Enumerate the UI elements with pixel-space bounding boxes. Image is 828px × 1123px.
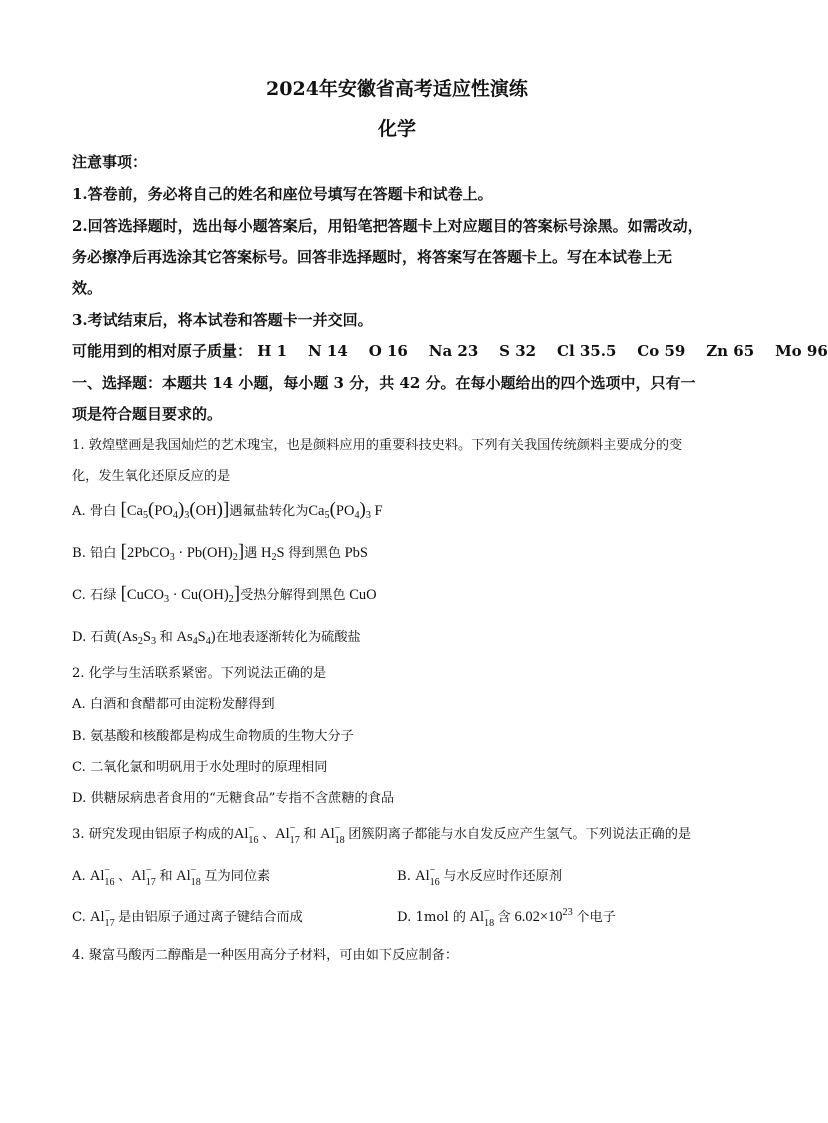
bone-white-formula: $[Ca_5(PO_4)_3(OH)]$ — [120, 499, 230, 521]
electron-count: $6.02\times 10^{23}$ — [510, 907, 573, 925]
q3-option-b-text: 与水反应时作还原剂 — [443, 869, 562, 884]
atomic-mass-cl: Cl 35.5 — [557, 342, 617, 360]
q3-option-a — [72, 865, 271, 888]
q1-option-c-label: C. 石绿 — [72, 588, 117, 603]
section-1-heading-line-2: 项是符合题目要求的。 — [72, 405, 223, 423]
q3-option-c-label: C. — [72, 910, 86, 925]
q3-option-c-text: 是由铝原子通过离子键结合而成 — [118, 910, 303, 925]
q1-option-b — [72, 542, 368, 562]
q1-option-a-text: 遇氟盐转化为 — [229, 504, 309, 519]
q3-a-al18: Al − 18 — [172, 865, 201, 888]
atomic-mass-h: H 1 — [257, 342, 288, 360]
q2-option-b: B. 氨基酸和核酸都是构成生命物质的生物大分子 — [72, 729, 354, 744]
q2-stem: 2. 化学与生活联系紧密。下列说法正确的是 — [72, 666, 327, 681]
malachite-formula: [CuCO$_3$ · $Cu(OH)_2$] — [120, 583, 241, 605]
q3-option-d-mid: 含 — [497, 910, 511, 925]
q3-option-d — [397, 906, 616, 929]
subject-title: 化学 — [377, 118, 416, 140]
q3-stem-sep: 、 — [261, 827, 276, 842]
al17-ion: Al − 17 — [275, 823, 300, 846]
notice-item-2-line-1: 2.回答选择题时，选出每小题答案后，用铅笔把答题卡上对应题目的答案标号涂黑。如需改动， — [72, 217, 703, 235]
h2s-formula: $H_2S$ — [257, 545, 289, 563]
cuo-formula: CuO — [345, 587, 377, 603]
pbs-formula: PbS — [340, 545, 368, 561]
q3-a-al16: Al − 16 — [89, 865, 115, 888]
lead-white-formula: [2PbCO$_3$ · $Pb(OH)_2$] — [120, 541, 245, 563]
q1-option-a-label: A. 骨白 — [72, 504, 117, 519]
q3-option-a-sep: 、 — [118, 869, 132, 884]
q3-stem-and: 和 — [303, 827, 317, 842]
q1-stem-line-2: 化，发生氧化还原反应的是 — [72, 469, 231, 484]
notice-item-3: 3.考试结束后，将本试卷和答题卡一并交回。 — [72, 311, 373, 329]
q3-option-c — [72, 906, 303, 929]
al18-ion: Al − 18 — [316, 823, 345, 846]
q1-option-d — [72, 626, 361, 646]
q1-option-d-and: 和 — [159, 630, 173, 645]
q3-option-d-text: 个电子 — [576, 910, 616, 925]
q2-option-c: C. 二氧化氯和明矾用于水处理时的原理相同 — [72, 760, 328, 775]
notice-heading: 注意事项： — [72, 153, 148, 171]
atomic-mass-o: O 16 — [368, 342, 408, 360]
fluorapatite-formula: $Ca_5(PO_4)_3$ F — [308, 499, 383, 521]
q1-option-b-label: B. 铅白 — [72, 546, 117, 561]
al16-ion: Al − 16 — [233, 823, 259, 846]
q3-stem — [72, 823, 692, 846]
q1-option-a — [72, 500, 383, 520]
q1-option-d-text: 在地表逐渐转化为硫酸盐 — [215, 630, 361, 645]
q3-stem-pre: 3. 研究发现由铝原子构成的 — [72, 827, 234, 842]
section-1-heading-line-1: 一、选择题：本题共 14 小题，每小题 3 分，共 42 分。在每小题给出的四个选项中，只有一 — [72, 374, 696, 392]
q3-option-a-text: 互为同位素 — [204, 869, 271, 884]
notice-item-2-line-3: 效。 — [72, 279, 103, 297]
q2-option-d: D. 供糖尿病患者食用的“无糖食品”专指不含蔗糖的食品 — [72, 791, 395, 806]
q3-b-al16: Al − 16 — [415, 865, 440, 888]
q4-stem: 4. 聚富马酸丙二醇酯是一种医用高分子材料，可由如下反应制备： — [72, 948, 459, 963]
q3-d-al18: Al − 18 — [465, 906, 495, 929]
atomic-mass-na: Na 23 — [428, 342, 479, 360]
atomic-mass-zn: Zn 65 — [706, 342, 755, 360]
q3-option-b-label: B. — [397, 869, 411, 884]
notice-item-2-line-2: 务必擦净后再选涂其它答案标号。回答非选择题时，将答案写在答题卡上。写在本试卷上无 — [72, 248, 673, 266]
q1-option-b-text: 遇 — [244, 546, 258, 561]
q3-option-a-and: 和 — [159, 869, 173, 884]
atomic-mass-co: Co 59 — [637, 342, 686, 360]
q1-option-c-text: 受热分解得到黑色 — [240, 588, 346, 603]
page-title: 2024年安徽省高考适应性演练 — [266, 78, 528, 100]
q3-option-b — [397, 865, 562, 888]
q3-option-a-label: A. — [72, 869, 86, 884]
realgar-formula: $As_4S_4$) — [172, 629, 216, 647]
atomic-mass-n: N 14 — [307, 342, 348, 360]
atomic-masses-label: 可能用到的相对原子质量： — [72, 342, 253, 360]
q2-option-a: A. 白酒和食醋都可由淀粉发酵得到 — [72, 697, 275, 712]
q3-stem-post: 团簇阴离子都能与水自发反应产生氢气。下列说法正确的是 — [348, 827, 692, 842]
q3-a-al17: Al − 17 — [131, 865, 156, 888]
q1-option-b-tail: 得到黑色 — [288, 546, 341, 561]
q1-stem-line-1: 1. 敦煌壁画是我国灿烂的艺术瑰宝，也是颜料应用的重要科技史料。下列有关我国传统颜料主要成分的变 — [72, 438, 683, 453]
q3-option-d-label: D. 1mol 的 — [397, 910, 466, 925]
q1-option-c — [72, 584, 377, 604]
notice-item-1: 1.答卷前，务必将自己的姓名和座位号填写在答题卡和试卷上。 — [72, 185, 493, 203]
atomic-masses-row — [72, 340, 828, 361]
atomic-mass-mo: Mo 96 — [775, 342, 828, 360]
orpiment-formula: ($As_2S_3$ — [116, 629, 157, 647]
atomic-mass-s: S 32 — [499, 342, 537, 360]
q3-c-al17: Al − 17 — [90, 906, 115, 929]
q1-option-d-label: D. 石黄 — [72, 630, 117, 645]
